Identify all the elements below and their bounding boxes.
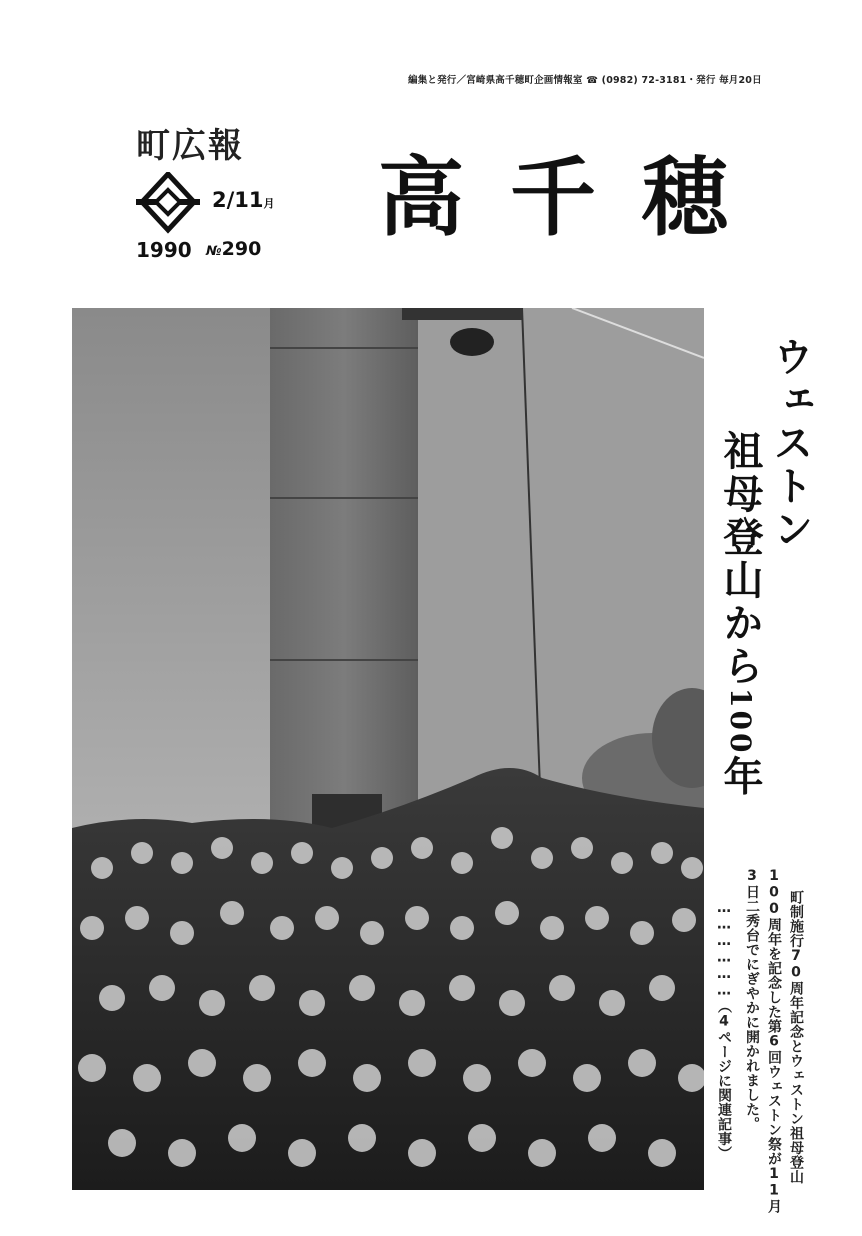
group-photo [72, 308, 704, 1190]
issue-year: 1990 [136, 238, 192, 262]
issue-date [212, 188, 275, 212]
issue-month-suffix: 月 [263, 197, 275, 210]
caption-line-2: 100周年を記念した第6回ウェストン祭が11月 [766, 868, 782, 1214]
caption-line-3: 3日二秀台でにぎやかに開かれました。 [744, 868, 760, 1131]
caption-line-4: ………………（4ページに関連記事） [716, 900, 732, 1161]
newsletter-title: 高千穂 [378, 147, 774, 248]
headline-line-2-number: 100 [724, 688, 757, 756]
town-emblem-icon [136, 172, 200, 234]
headline-line-2 [712, 430, 769, 798]
headline-line-2-main: 祖母登山から [717, 430, 764, 688]
headline-line-1: ウェストン [767, 336, 814, 551]
publisher-line: 編集と発行／宮崎県高千穂町企画情報室 ☎ (0982) 72-3181・発行 毎月20日 [408, 75, 762, 86]
issue-number [206, 238, 261, 260]
caption-line-1: 町制施行70周年記念とウェストン祖母登山 [788, 890, 804, 1184]
publication-label: 町広報 [136, 126, 244, 166]
issue-day: 2/11 [212, 188, 264, 212]
issue-number-value: 290 [221, 238, 262, 260]
headline-line-2-end: 年 [717, 755, 764, 799]
issue-number-label: № [206, 244, 222, 259]
